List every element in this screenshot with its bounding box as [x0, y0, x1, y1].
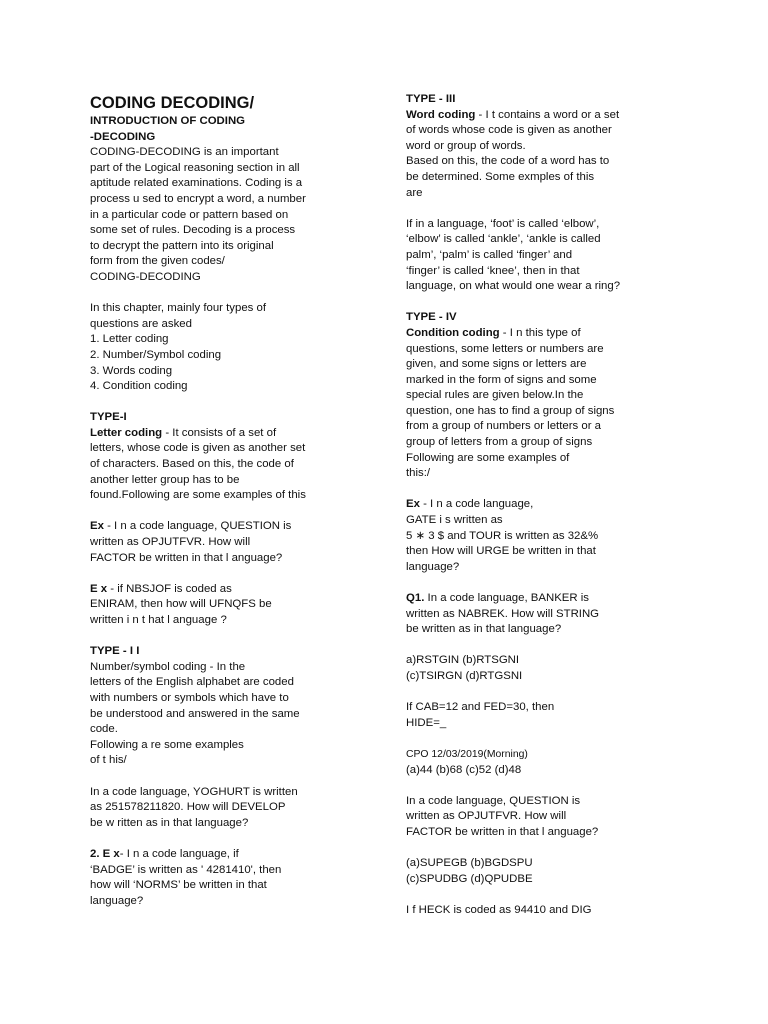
- heck-line: I f HECK is coded as 94410 and DIG: [406, 903, 592, 916]
- example1-first-text: - I n a code language, QUESTION is: [103, 520, 292, 533]
- cpo-line: CPO 12/03/2019(Morning): [406, 748, 528, 760]
- chapter-list-item: 2. Number/Symbol coding: [90, 348, 222, 361]
- example2-label: E x: [90, 582, 108, 595]
- type3-line: be determined. Some exmples of this: [406, 170, 595, 183]
- type4-line: marked in the form of signs and some: [406, 373, 597, 386]
- intro-line: CODING-DECODING is an important: [90, 146, 279, 159]
- type4-line: group of letters from a group of signs: [406, 436, 593, 449]
- example4-line: 5 ∗ 3 $ and TOUR is written as 32&%: [406, 529, 599, 542]
- intro-heading: INTRODUCTION OF CODING: [90, 115, 246, 127]
- type3-line: Based on this, the code of a word has to: [406, 155, 610, 168]
- example4-first-text: - I n a code language,: [419, 498, 534, 511]
- type3-first-line: [406, 108, 706, 124]
- type4-first-line: [406, 326, 706, 342]
- type4-line: special rules are given below.In the: [406, 389, 584, 402]
- type2-line: with numbers or symbols which have to: [90, 691, 289, 704]
- intro-line: form from the given codes/: [90, 255, 225, 268]
- type2-line: Following a re some examples: [90, 738, 244, 751]
- example1-line: FACTOR be written in that l anguage?: [90, 551, 283, 564]
- question-line: FACTOR be written in that l anguage?: [406, 825, 599, 838]
- intro-line: to decrypt the pattern into its original: [90, 239, 274, 252]
- type4-line: given, and some signs or letters are: [406, 358, 587, 371]
- type1-line: found.Following are some examples of this: [90, 489, 306, 502]
- q1-first-line: [406, 591, 706, 607]
- foot-line: If in a language, ‘foot’ is called ‘elbow’,: [406, 217, 600, 230]
- example3-line: ‘BADGE’ is written as ' 4281410', then: [90, 863, 282, 876]
- intro-line: process u sed to encrypt a word, a number: [90, 192, 306, 205]
- example3-line: how will ‘NORMS’ be written in that: [90, 879, 267, 892]
- type4-label: Condition coding: [406, 326, 500, 339]
- type1-line: another letter group has to be: [90, 473, 240, 486]
- type3-line: of words whose code is given as another: [406, 124, 612, 137]
- intro-heading-cont: -DECODING: [90, 130, 156, 143]
- intro-line: CODING-DECODING: [90, 270, 201, 283]
- type3-line: word or group of words.: [406, 139, 526, 152]
- q1-first-text: In a code language, BANKER is: [424, 592, 590, 604]
- yoghurt-line: be w ritten as in that language?: [90, 816, 249, 829]
- example2-first-line: [90, 582, 390, 598]
- type2-heading: TYPE - I I: [90, 645, 140, 658]
- chapter-list-item: 3. Words coding: [90, 364, 173, 377]
- question-line: In a code language, QUESTION is: [406, 794, 581, 807]
- chapter-list-item: 1. Letter coding: [90, 333, 169, 346]
- example3-label: 2. E x: [90, 847, 120, 860]
- type4-line: this:/: [406, 467, 431, 480]
- type2-line: code.: [90, 723, 118, 736]
- q1-options: a)RSTGIN (b)RTSGNI: [406, 654, 520, 667]
- example4-line: language?: [406, 560, 460, 573]
- type1-line: letters, whose code is given as another set: [90, 442, 306, 455]
- example4-first-line: [406, 497, 706, 513]
- intro-line: some set of rules. Decoding is a process: [90, 224, 296, 237]
- type4-line: from a group of numbers or letters or a: [406, 420, 601, 433]
- page-title: CODING DECODING/: [90, 94, 255, 112]
- left-column: [90, 92, 390, 909]
- intro-line: in a particular code or pattern based on: [90, 208, 289, 221]
- type3-label: Word coding: [406, 108, 476, 121]
- example2-line: written i n t hat l anguage ?: [90, 614, 227, 626]
- foot-line: palm’, ‘palm’ is called ‘finger’ and: [406, 248, 573, 261]
- example3-line: language?: [90, 894, 144, 907]
- cab-line: If CAB=12 and FED=30, then: [406, 701, 555, 714]
- chapter-list-item: 4. Condition coding: [90, 380, 188, 393]
- example1-first-line: [90, 519, 390, 535]
- intro-line: aptitude related examinations. Coding is a: [90, 177, 303, 190]
- type1-first-text: - It consists of a set of: [162, 426, 277, 439]
- example3-first-text: - I n a code language, if: [119, 847, 239, 860]
- type1-first-line: [90, 426, 390, 442]
- type4-heading: TYPE - IV: [406, 311, 457, 324]
- type3-heading: TYPE - III: [406, 93, 456, 105]
- q1-label: Q1.: [406, 592, 425, 604]
- foot-line: language, on what would one wear a ring?: [406, 280, 621, 293]
- example4-label: Ex: [406, 498, 420, 511]
- q1-line: be written as in that language?: [406, 623, 562, 636]
- type1-heading: TYPE-I: [90, 411, 127, 424]
- example2-line: ENIRAM, then how will UFNQFS be: [90, 598, 272, 611]
- example1-line: written as OPJUTFVR. How will: [90, 536, 251, 549]
- question-options: (c)SPUDBG (d)QPUDBE: [406, 872, 533, 885]
- type2-line: of t his/: [90, 754, 127, 767]
- type2-line: Number/symbol coding - In the: [90, 660, 246, 673]
- example4-line: GATE i s written as: [406, 514, 503, 527]
- example4-line: then How will URGE be written in that: [406, 545, 596, 558]
- type4-line: questions, some letters or numbers are: [406, 342, 604, 355]
- type4-line: Following are some examples of: [406, 451, 570, 464]
- type4-line: question, one has to find a group of signs: [406, 404, 615, 417]
- foot-line: ‘finger’ is called ‘knee’, then in that: [406, 264, 580, 277]
- example3-first-line: [90, 847, 390, 863]
- type2-line: letters of the English alphabet are coded: [90, 676, 294, 689]
- question-line: written as OPJUTFVR. How will: [406, 810, 567, 823]
- type3-line: are: [406, 186, 423, 199]
- cab-line: HIDE=_: [406, 716, 447, 729]
- type3-first-text: - I t contains a word or a set: [475, 108, 620, 121]
- chapter-line: questions are asked: [90, 317, 192, 330]
- example1-label: Ex: [90, 520, 104, 533]
- type2-line: be understood and answered in the same: [90, 707, 300, 720]
- example2-first-text: - if NBSJOF is coded as: [107, 582, 232, 595]
- yoghurt-line: as 251578211820. How will DEVELOP: [90, 801, 286, 814]
- foot-line: ‘elbow’ is called ‘ankle’, ‘ankle is called: [406, 233, 601, 246]
- intro-line: part of the Logical reasoning section in all: [90, 161, 300, 174]
- q1-line: written as NABREK. How will STRING: [406, 607, 600, 620]
- q1-options: (c)TSIRGN (d)RTGSNI: [406, 669, 523, 682]
- cpo-options: (a)44 (b)68 (c)52 (d)48: [406, 763, 522, 776]
- right-column: [406, 92, 706, 918]
- chapter-line: In this chapter, mainly four types of: [90, 302, 267, 315]
- type1-line: of characters. Based on this, the code of: [90, 458, 294, 471]
- type4-first-text: - I n this type of: [499, 326, 581, 339]
- yoghurt-line: In a code language, YOGHURT is written: [90, 785, 298, 798]
- question-options: (a)SUPEGB (b)BGDSPU: [406, 857, 533, 870]
- type1-label: Letter coding: [90, 426, 163, 439]
